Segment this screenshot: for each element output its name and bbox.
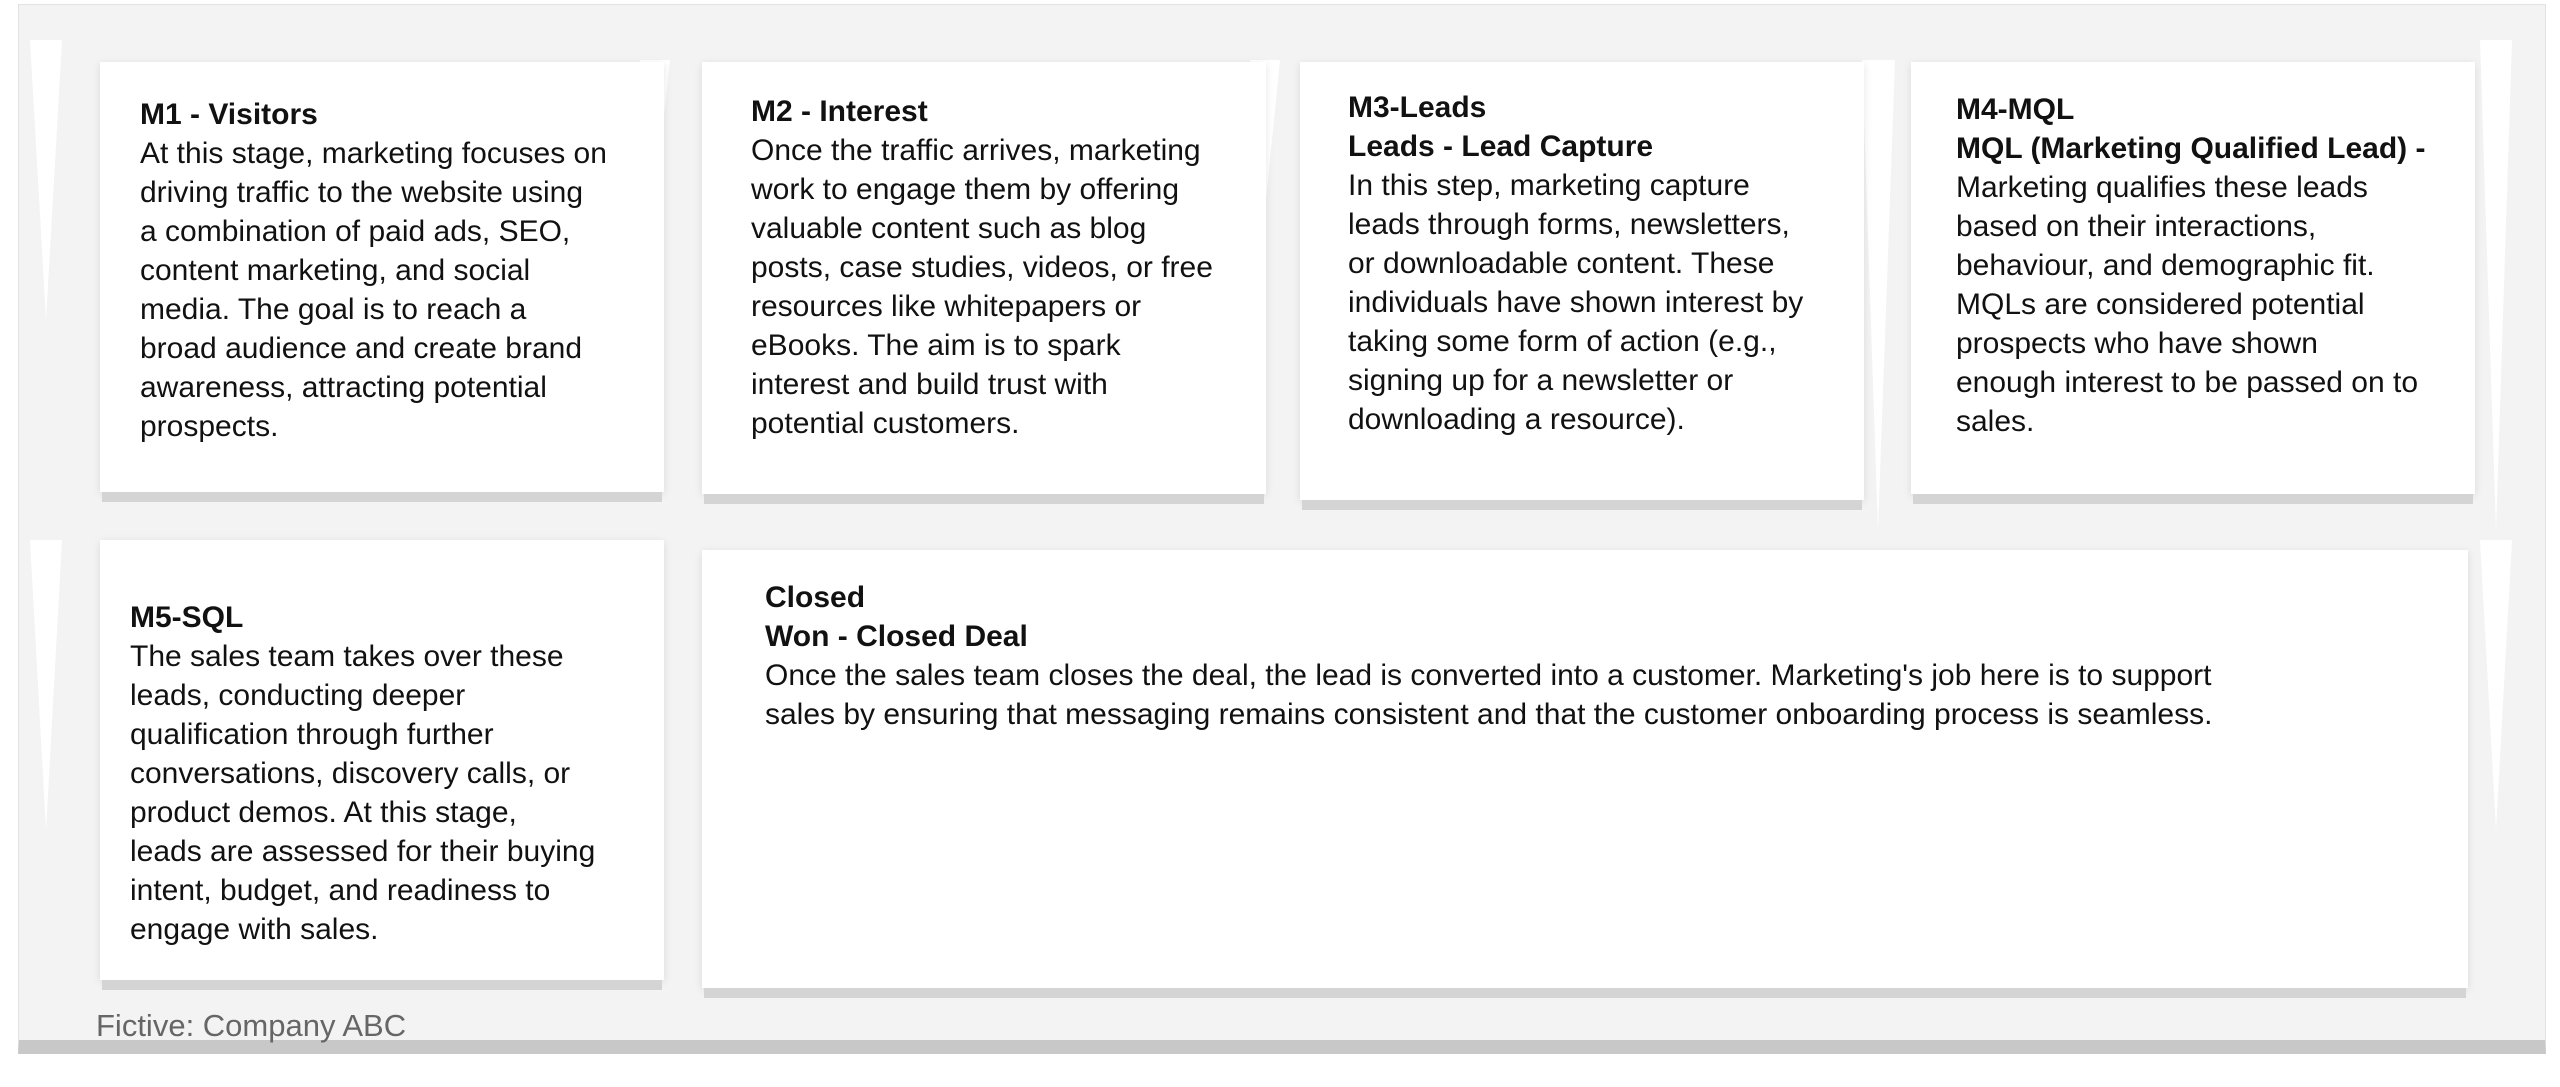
card-body-line: intent, budget, and readiness to <box>130 874 551 907</box>
card-m3-text <box>1348 88 1803 439</box>
card-body-line: sales by ensuring that messaging remains consistent and that the customer onboarding process is seamless. <box>765 698 2213 731</box>
card-body-line: work to engage them by offering <box>751 173 1180 206</box>
card-body-line: media. The goal is to reach a <box>140 293 527 326</box>
card-body-line: driving traffic to the website using <box>140 176 584 209</box>
card-body-line: signing up for a newsletter or <box>1348 364 1734 397</box>
card-body-line: conversations, discovery calls, or <box>130 757 571 790</box>
card-body-line: leads are assessed for their buying <box>130 835 596 868</box>
card-m1-text <box>140 95 607 446</box>
card-body-line: taking some form of action (e.g., <box>1348 325 1777 358</box>
card-closed-won-text <box>765 578 2212 734</box>
spike-3 <box>1862 60 1895 530</box>
card-body-line: MQLs are considered potential <box>1956 288 2365 321</box>
card-title: M3-Leads <box>1348 91 1487 124</box>
card-body-line: awareness, attracting potential <box>140 371 547 404</box>
card-body-line: enough interest to be passed on to <box>1956 366 2419 399</box>
spike-left-bottom <box>30 540 62 830</box>
card-body-line: Marketing qualifies these leads <box>1956 171 2368 204</box>
card-body-line: downloading a resource). <box>1348 403 1685 436</box>
card-body-line: or downloadable content. These <box>1348 247 1775 280</box>
card-body-line: potential customers. <box>751 407 1020 440</box>
card-title: M4-MQL <box>1956 93 2075 126</box>
card-body-line: valuable content such as blog <box>751 212 1147 245</box>
card-body-line: based on their interactions, <box>1956 210 2317 243</box>
card-body-line: qualification through further <box>130 718 494 751</box>
card-body-line: posts, case studies, videos, or free <box>751 251 1213 284</box>
card-body-line: sales. <box>1956 405 2035 438</box>
card-body-line: The sales team takes over these <box>130 640 564 673</box>
spike-right-bottom <box>2480 540 2512 830</box>
card-body-line: interest and build trust with <box>751 368 1108 401</box>
card-m4-text <box>1956 90 2425 441</box>
card-body-line: Once the traffic arrives, marketing <box>751 134 1201 167</box>
card-body-line: content marketing, and social <box>140 254 531 287</box>
card-title: M5-SQL <box>130 601 244 634</box>
card-body-line: behaviour, and demographic fit. <box>1956 249 2375 282</box>
card-body-line: resources like whitepapers or <box>751 290 1142 323</box>
card-body-line: engage with sales. <box>130 913 379 946</box>
card-subtitle: Leads - Lead Capture <box>1348 130 1654 163</box>
card-title: Closed <box>765 581 866 614</box>
card-body-line: broad audience and create brand <box>140 332 583 365</box>
card-body-line: leads through forms, newsletters, <box>1348 208 1790 241</box>
card-subtitle: MQL (Marketing Qualified Lead) - <box>1956 132 2426 165</box>
card-title: M2 - Interest <box>751 95 928 128</box>
card-body-line: a combination of paid ads, SEO, <box>140 215 571 248</box>
footer-credit: Fictive: Company ABC <box>96 1008 407 1043</box>
card-m2-text <box>751 92 1213 443</box>
card-body-line: In this step, marketing capture <box>1348 169 1750 202</box>
spike-right-top <box>2480 40 2512 530</box>
card-subtitle: Won - Closed Deal <box>765 620 1028 653</box>
card-body-line: product demos. At this stage, <box>130 796 517 829</box>
card-body-line: prospects who have shown <box>1956 327 2318 360</box>
card-title: M1 - Visitors <box>140 98 318 131</box>
card-body-line: individuals have shown interest by <box>1348 286 1804 319</box>
card-body-line: Once the sales team closes the deal, the lead is converted into a customer. Marketing's job here is to support <box>765 659 2212 692</box>
spike-left-top <box>30 40 62 320</box>
card-body-line: eBooks. The aim is to spark <box>751 329 1121 362</box>
card-body-line: At this stage, marketing focuses on <box>140 137 607 170</box>
card-m5-text <box>130 598 595 949</box>
card-body-line: leads, conducting deeper <box>130 679 466 712</box>
card-body-line: prospects. <box>140 410 279 443</box>
